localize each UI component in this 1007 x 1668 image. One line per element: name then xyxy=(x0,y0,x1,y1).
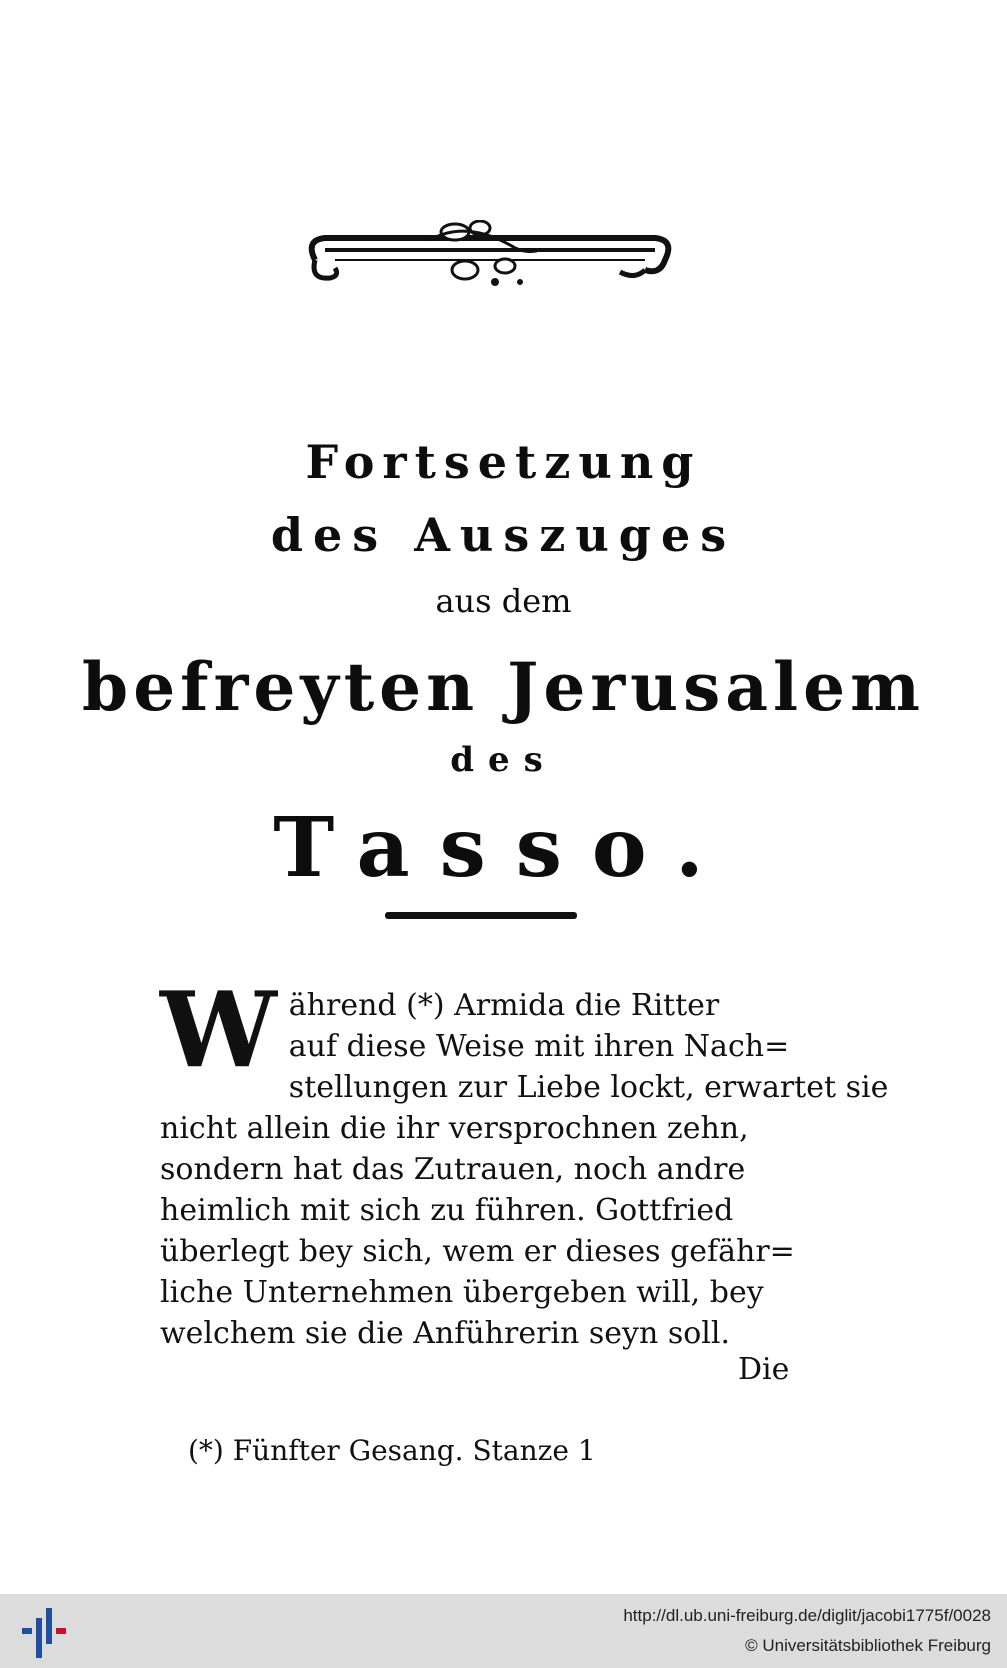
footnote: (*) Fünfter Gesang. Stanze 1 xyxy=(188,1434,596,1467)
heading-line-5: des xyxy=(450,740,557,780)
body-line: sondern hat das Zutrauen, noch andre xyxy=(160,1152,746,1187)
heading-line-2: des Auszuges xyxy=(270,508,737,562)
heading-line-3: aus dem xyxy=(435,582,572,620)
ub-freiburg-logo-icon xyxy=(22,1604,66,1660)
decorative-rule xyxy=(385,912,577,919)
body-line: nicht allein die ihr versprochnen zehn, xyxy=(160,1111,749,1146)
catchword: Die xyxy=(738,1352,790,1387)
drop-cap: W xyxy=(160,968,277,1091)
source-url-link[interactable]: http://dl.ub.uni-freiburg.de/diglit/jacobi1775f/0028 xyxy=(623,1606,991,1625)
body-paragraph xyxy=(160,968,889,1354)
body-line: ährend (*) Armida die Ritter xyxy=(288,988,720,1023)
body-line: überlegt bey sich, wem er dieses gefähr= xyxy=(160,1234,795,1269)
heading-line-1: Fortsetzung xyxy=(305,435,702,489)
body-line: welchem sie die Anführerin seyn soll. xyxy=(160,1316,731,1351)
viewer-footer xyxy=(0,1594,1007,1668)
heading-line-4: befreyten Jerusalem xyxy=(82,648,925,726)
copyright-notice: © Universitätsbibliothek Freiburg xyxy=(745,1636,991,1655)
body-line: auf diese Weise mit ihren Nach= xyxy=(288,1029,790,1064)
ornament-vignette-icon xyxy=(295,220,685,300)
body-line: liche Unternehmen übergeben will, bey xyxy=(160,1275,764,1310)
body-line: stellungen zur Liebe lockt, erwartet sie xyxy=(288,1070,889,1105)
body-line: heimlich mit sich zu führen. Gottfried xyxy=(160,1193,734,1228)
heading-line-6: Tasso. xyxy=(273,800,734,896)
